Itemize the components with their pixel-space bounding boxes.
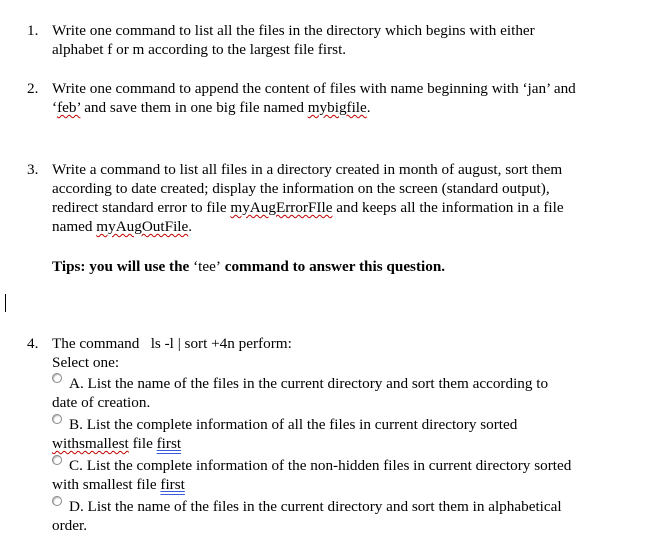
- question-1-line-2: alphabet f or m according to the largest file first.: [52, 41, 347, 58]
- question-1: [27, 21, 637, 59]
- option-c-line-1: C. List the complete information of the non-hidden files in current directory sorted: [69, 457, 572, 474]
- question-2-line-1: Write one command to append the content of files with name beginning with ‘jan’ and: [52, 80, 576, 97]
- spell-flag-myaugoutfile: myAugOutFile: [96, 218, 189, 235]
- option-a-line-2: date of creation.: [52, 394, 151, 411]
- option-d-radio[interactable]: [52, 496, 62, 506]
- question-3-line-1: Write a command to list all files in a directory created in month of august, sort them: [52, 161, 563, 178]
- select-one-label: Select one:: [52, 354, 120, 371]
- option-a-line-1: A. List the name of the files in the current directory and sort them according to: [69, 375, 549, 392]
- question-2-line-2-mid: and save them in one big file named: [80, 99, 308, 116]
- question-3-line-3-post: and keeps all the information in a file: [332, 199, 564, 216]
- option-b-line-2-mid: file: [128, 435, 157, 452]
- question-4-number: 4.: [27, 335, 39, 352]
- question-2-number: 2.: [27, 80, 39, 97]
- question-2: [27, 79, 637, 117]
- text-cursor: [5, 294, 6, 312]
- question-2-line-2: [52, 98, 637, 117]
- question-3-line-3: [52, 198, 637, 217]
- question-3: [27, 160, 637, 236]
- question-4: [27, 334, 637, 535]
- question-3-line-2: according to date created; display the information on the screen (standard output),: [52, 180, 550, 197]
- question-3-number: 3.: [27, 161, 39, 178]
- open-quote: ‘: [52, 99, 58, 116]
- question-3-line-4-pre: named: [52, 218, 97, 235]
- option-b-line-2: [52, 434, 637, 453]
- question-3-line-3-pre: redirect standard error to file: [52, 199, 231, 216]
- tips-pre: Tips: you will use the: [52, 258, 194, 275]
- option-d-line-2: order.: [52, 517, 88, 534]
- tips-note: [52, 257, 445, 276]
- tips-post: command to answer this question.: [220, 258, 446, 275]
- spell-flag-mybigfile: mybigfile: [307, 99, 367, 116]
- option-c-line-2: [52, 475, 637, 494]
- option-d[interactable]: [52, 497, 637, 535]
- spell-flag-withsmallest: withsmallest: [52, 435, 129, 452]
- tips-tee: ‘tee’: [193, 258, 221, 275]
- grammar-flag-first: first: [156, 435, 182, 452]
- question-1-line-1: Write one command to list all the files in the directory which begins with either: [52, 22, 535, 39]
- option-d-line-1: D. List the name of the files in the current directory and sort them in alphabetical: [69, 498, 562, 515]
- option-c-radio[interactable]: [52, 455, 62, 465]
- option-a[interactable]: [52, 374, 637, 412]
- period: .: [188, 218, 193, 235]
- period: .: [366, 99, 371, 116]
- spell-flag-feb: feb’: [57, 99, 81, 116]
- option-b-line-1: B. List the complete information of all the files in current directory sorted: [69, 416, 518, 433]
- question-4-line-1: The command ls -l | sort +4n perform:: [52, 335, 292, 352]
- option-b-radio[interactable]: [52, 414, 62, 424]
- question-3-line-4: [52, 217, 637, 236]
- option-b[interactable]: [52, 415, 637, 453]
- grammar-flag-first: first: [160, 476, 185, 493]
- option-c-line-2-pre: with smallest file: [52, 476, 161, 493]
- spell-flag-myaugerrorfile: myAugErrorFIle: [230, 199, 333, 216]
- option-c[interactable]: [52, 456, 637, 494]
- question-1-number: 1.: [27, 22, 39, 39]
- option-a-radio[interactable]: [52, 373, 62, 383]
